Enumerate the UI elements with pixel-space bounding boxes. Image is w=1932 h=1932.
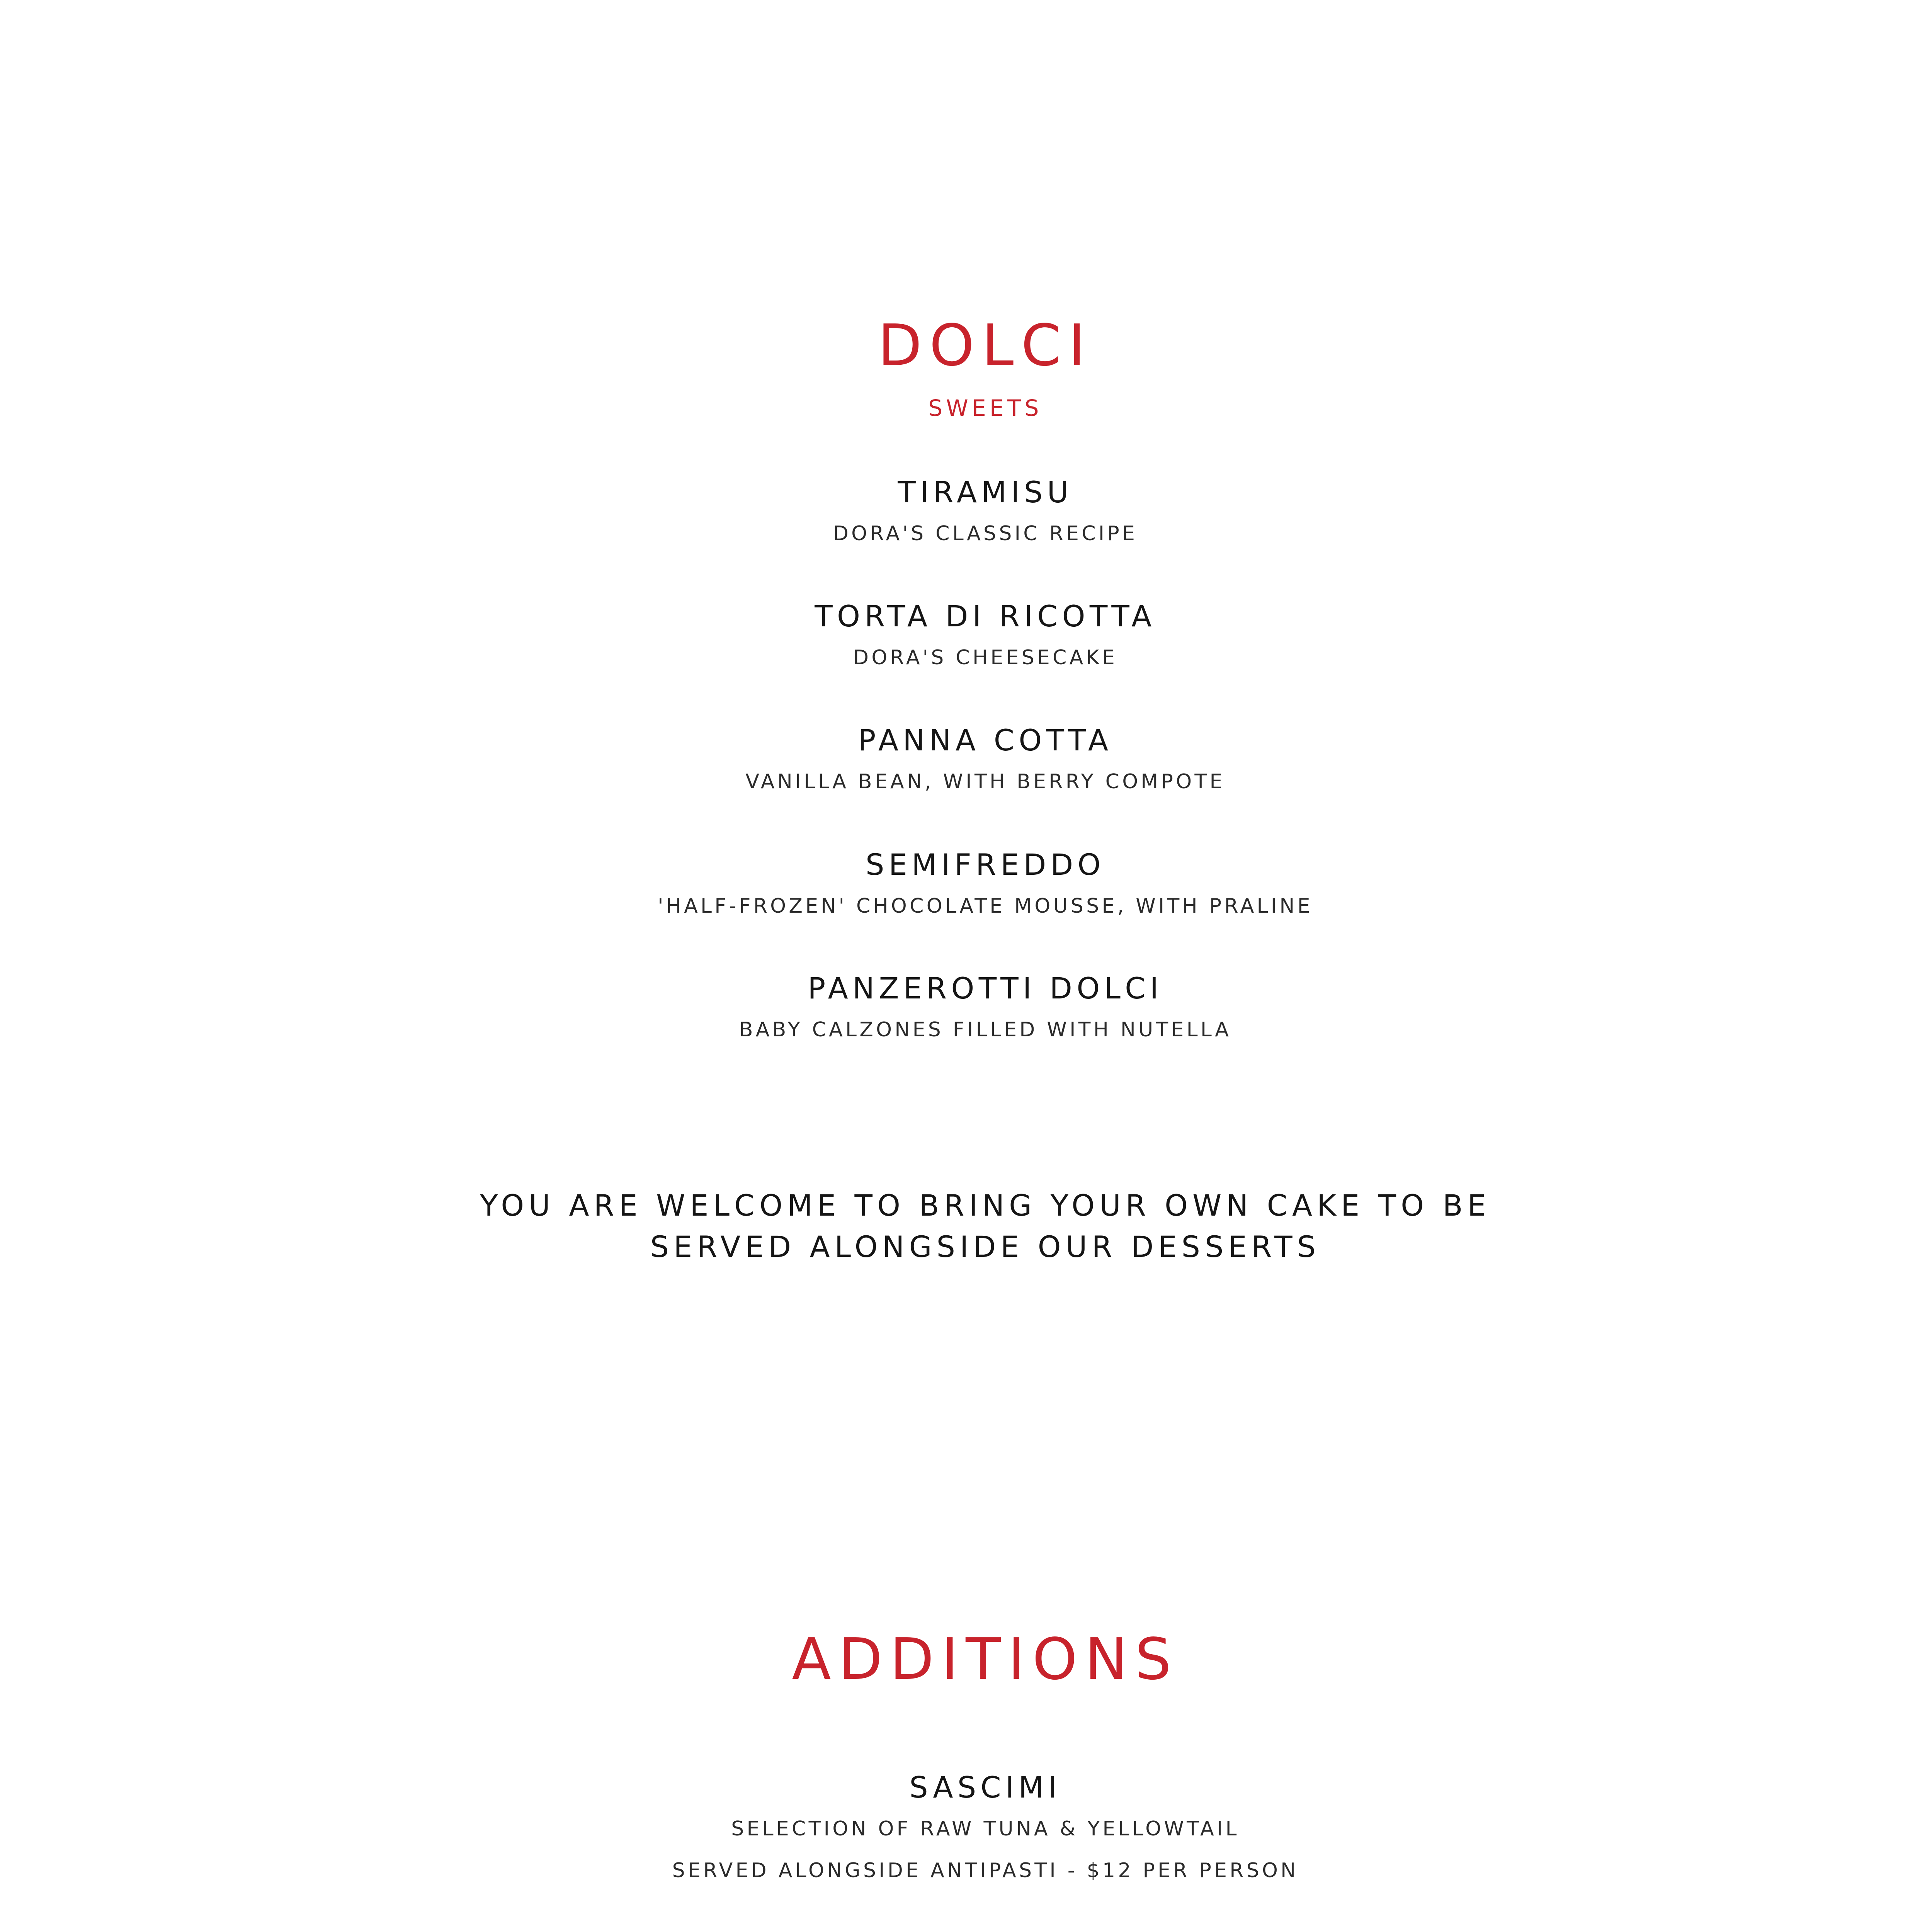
dolci-section-subtitle: SWEETS bbox=[928, 395, 1043, 421]
dolci-item-description: VANILLA BEAN, WITH BERRY COMPOTE bbox=[745, 770, 1225, 793]
additions-item-description: SELECTION OF RAW TUNA & YELLOWTAIL bbox=[731, 1817, 1240, 1840]
dolci-item-description: DORA'S CLASSIC RECIPE bbox=[833, 522, 1138, 545]
additions-item-price: SERVED ALONGSIDE ANTIPASTI - $12 PER PERSON bbox=[672, 1859, 1299, 1882]
dolci-item-name: TIRAMISU bbox=[898, 475, 1073, 509]
dolci-item-name: SEMIFREDDO bbox=[866, 847, 1105, 882]
additions-item-name: SASCIMI bbox=[909, 1770, 1061, 1804]
dolci-item-description: 'HALF-FROZEN' CHOCOLATE MOUSSE, WITH PRALINE bbox=[658, 895, 1313, 918]
dolci-item-name: PANZEROTTI DOLCI bbox=[808, 971, 1163, 1005]
additions-section-title: ADDITIONS bbox=[792, 1626, 1179, 1692]
byo-cake-note-line-2: SERVED ALONGSIDE OUR DESSERTS bbox=[650, 1230, 1321, 1264]
dolci-item-name: TORTA DI RICOTTA bbox=[815, 599, 1156, 633]
dolci-item-name: PANNA COTTA bbox=[858, 723, 1113, 757]
dolci-section-title: DOLCI bbox=[878, 312, 1093, 379]
dolci-item-description: BABY CALZONES FILLED WITH NUTELLA bbox=[739, 1018, 1232, 1041]
byo-cake-note-line-1: YOU ARE WELCOME TO BRING YOUR OWN CAKE TO BE bbox=[480, 1188, 1491, 1223]
dolci-item-description: DORA'S CHEESECAKE bbox=[853, 646, 1117, 669]
